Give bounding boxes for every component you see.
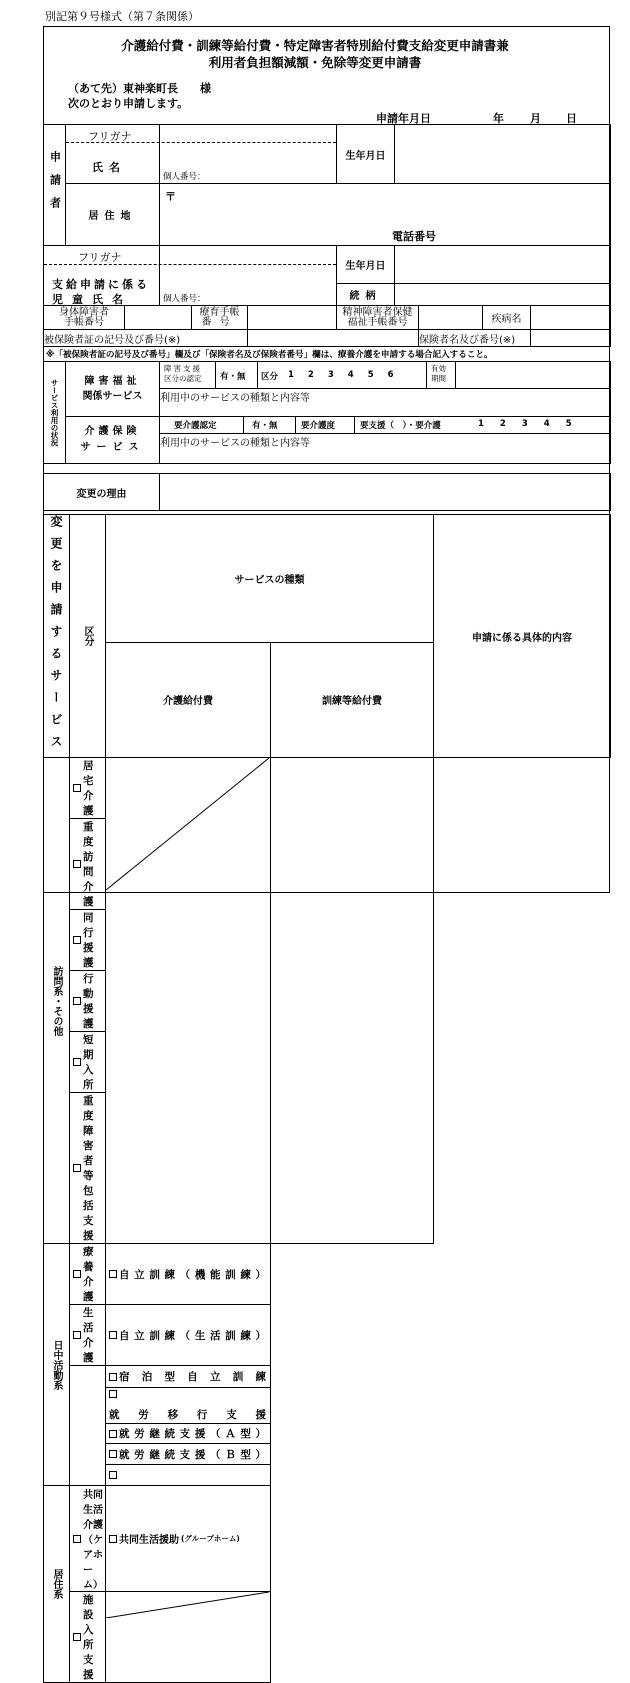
care-level-4[interactable]: 4	[543, 419, 550, 429]
checkbox-icon[interactable]	[73, 997, 81, 1005]
support-level-6[interactable]: 6	[387, 370, 394, 380]
child-name-field[interactable]	[160, 246, 337, 306]
day-training-item-1[interactable]	[106, 1305, 271, 1366]
insurance-service-label: 介護保険 サービス	[66, 417, 160, 464]
day-training-item-5-label: 就労継続支援（Ａ型）	[119, 1428, 266, 1440]
checkbox-icon[interactable]	[109, 1373, 117, 1381]
welfare-in-use-field[interactable]: 利用中のサービスの種類と内容等	[160, 389, 611, 417]
day-care-empty	[70, 1366, 106, 1486]
day-training-item-0[interactable]	[106, 1244, 271, 1305]
day-care-item-1[interactable]	[70, 1305, 106, 1366]
addressee: （あて先）東神楽町長 様	[68, 82, 211, 95]
form-title-line2: 利用者負担額減額・免除等変更申請書	[208, 55, 422, 70]
date-year: 年	[493, 112, 504, 125]
rehab-cert-field[interactable]	[248, 306, 337, 330]
visit-item-3-label: 行動援護	[83, 973, 94, 1030]
applicant-section-label: 申請者	[44, 125, 66, 246]
checkbox-icon[interactable]	[73, 784, 81, 792]
day-training-item-5[interactable]	[106, 1424, 271, 1444]
checkbox-icon[interactable]	[109, 1535, 117, 1543]
not-applicable-slash	[106, 758, 269, 890]
physical-cert-field[interactable]	[125, 306, 192, 330]
day-training-item-4-label: 就労移行支援	[109, 1408, 266, 1421]
living-care-item-0[interactable]	[70, 1486, 106, 1592]
day-training-item-3[interactable]	[106, 1388, 271, 1424]
visit-item-5[interactable]	[70, 1093, 106, 1244]
checkbox-icon[interactable]	[73, 860, 81, 868]
insurance-in-use-field[interactable]: 利用中のサービスの種類と内容等	[160, 434, 611, 464]
mental-cert-label: 精神障害者保健 福祉手帳番号	[337, 306, 419, 330]
applicant-furigana-divider	[66, 142, 336, 143]
disease-field[interactable]	[531, 306, 611, 330]
day-care-item-1-label: 生活介護	[83, 1307, 94, 1364]
applicant-phone-label: 電話番号	[392, 230, 436, 243]
living-care-item-0-label: 共同生活介護（ケアホーム）	[83, 1490, 103, 1591]
training-benefit-header: 訓練等給付費	[271, 642, 434, 757]
support-levels[interactable]	[288, 370, 408, 380]
checkbox-icon[interactable]	[109, 1331, 117, 1339]
visit-item-0-label: 居宅介護	[83, 760, 94, 817]
checkbox-icon[interactable]	[73, 1058, 81, 1066]
service-types-header: サービスの種類	[106, 515, 434, 643]
checkbox-icon[interactable]	[73, 1164, 81, 1172]
care-yes-no[interactable]: 有・無	[252, 421, 278, 431]
visit-group-label: 訪問系・その他	[44, 758, 70, 1244]
intro-text: 次のとおり申請します。	[68, 97, 189, 110]
living-care-item-1-label: 施設入所支援	[83, 1594, 94, 1681]
category-header: 区分	[70, 515, 106, 758]
checkbox-icon[interactable]	[109, 1430, 117, 1438]
child-birthdate-label: 生年月日	[337, 246, 395, 284]
support-level-2[interactable]: 2	[307, 370, 314, 380]
day-training-item-1-label: 自立訓練（生活訓練）	[119, 1329, 266, 1342]
child-furigana-divider	[44, 264, 336, 265]
applicant-birthdate-label: 生年月日	[337, 125, 395, 184]
child-furigana-label: フリガナ	[78, 251, 122, 264]
certificates-table	[43, 305, 611, 347]
applicant-address-label: 居住地	[66, 184, 160, 246]
child-personal-number-label: 個人番号：	[163, 294, 206, 304]
disease-label: 疾病名	[483, 306, 531, 330]
postal-mark: 〒	[165, 190, 176, 203]
service-status-side-label: サービス利用の状況	[44, 362, 66, 464]
living-care-item-1[interactable]	[70, 1592, 106, 1683]
care-level-2[interactable]: 2	[499, 419, 506, 429]
checkbox-icon[interactable]	[73, 1633, 81, 1641]
visit-item-0[interactable]	[70, 758, 106, 819]
visit-item-4-label: 短期入所	[83, 1034, 94, 1091]
visit-item-2[interactable]	[70, 910, 106, 971]
application-date-label: 申請年月日	[376, 112, 431, 125]
child-relation-field[interactable]	[395, 284, 611, 306]
visit-item-3[interactable]	[70, 971, 106, 1032]
living-training-sub-label: (グループホーム)	[181, 1534, 240, 1543]
support-level-1[interactable]: 1	[288, 370, 294, 380]
date-month: 月	[530, 112, 541, 125]
care-levels[interactable]	[478, 419, 588, 429]
not-applicable-slash-2	[106, 1592, 269, 1618]
day-training-item-0-label: 自立訓練（機能訓練）	[119, 1268, 266, 1281]
checkbox-icon[interactable]	[109, 1471, 117, 1479]
care-level-3[interactable]: 3	[521, 419, 528, 429]
visit-item-1-label: 重度訪問介護	[83, 821, 94, 908]
change-service-side-label: 変更を申請するサービス	[44, 515, 70, 758]
checkbox-icon[interactable]	[73, 1535, 81, 1543]
support-category-label: 障害支援 区分の認定	[164, 364, 202, 383]
valid-period-label: 有効 期間	[431, 364, 446, 383]
date-day: 日	[566, 112, 577, 125]
checkbox-icon[interactable]	[73, 1331, 81, 1339]
note-text: ※「被保険者証の記号及び番号」欄及び「保険者名及び保険者番号」欄は、療養介護を申請する場合記入すること。	[46, 350, 493, 360]
change-reason-label: 変更の理由	[44, 474, 160, 511]
day-group-label: 日中活動系	[44, 1244, 70, 1486]
applicant-name-label: 氏名	[92, 161, 126, 174]
support-level-5[interactable]: 5	[367, 370, 374, 380]
checkbox-icon[interactable]	[109, 1270, 117, 1278]
child-name-label-line1: 支給申請に係る	[52, 278, 150, 291]
support-category-row	[160, 362, 611, 389]
care-benefit-header: 介護給付費	[106, 642, 271, 757]
care-cert-label: 要介護認定	[174, 421, 217, 431]
support-level-3[interactable]: 3	[327, 370, 334, 380]
day-care-item-0[interactable]	[70, 1244, 106, 1305]
child-table	[43, 245, 611, 306]
details-header: 申請に係る具体的内容	[434, 515, 611, 758]
care-level-1[interactable]: 1	[478, 419, 484, 429]
day-training-item-2-label: 宿泊型自立訓練	[119, 1371, 266, 1383]
child-name-label-line2: 児童氏名	[52, 293, 132, 306]
form-number-note: 別記第９号様式（第７条関係）	[45, 10, 199, 23]
visit-item-5-label: 重度障害者等包括支援	[83, 1095, 94, 1242]
care-cert-row	[160, 417, 611, 434]
visit-training-empty	[106, 758, 271, 1244]
applicant-personal-number-label: 個人番号：	[163, 172, 206, 182]
support-needed-label: 要支援（ ）・要介護	[360, 421, 441, 431]
checkbox-icon[interactable]	[73, 936, 81, 944]
visit-item-2-label: 同行援護	[83, 912, 94, 969]
insured-number-label: 被保険者証の記号及び番号(※)	[44, 330, 248, 347]
living-training-empty	[106, 1592, 271, 1683]
living-group-label: 居住系	[44, 1486, 70, 1683]
change-service-table	[43, 514, 611, 1683]
living-training-main-label: 共同生活援助	[119, 1535, 179, 1546]
applicant-name-field[interactable]	[160, 125, 337, 184]
details-field[interactable]	[271, 758, 434, 1244]
support-category-word: 区分	[261, 372, 279, 382]
applicant-furigana-label: フリガナ	[88, 130, 132, 143]
care-degree-label: 要介護度	[301, 421, 336, 431]
checkbox-icon[interactable]	[73, 1270, 81, 1278]
child-birthdate-field[interactable]	[395, 246, 611, 284]
day-care-item-0-label: 療養介護	[83, 1246, 94, 1303]
day-training-item-6-label: 就労継続支援（Ｂ型）	[119, 1448, 266, 1461]
service-status-table	[43, 361, 611, 464]
day-training-item-2[interactable]	[106, 1366, 271, 1388]
change-reason-table	[43, 473, 611, 511]
child-relation-label: 続柄	[337, 284, 395, 306]
applicant-address-field[interactable]	[160, 184, 611, 246]
visit-item-1[interactable]	[70, 819, 106, 910]
support-yes-no[interactable]: 有・無	[220, 372, 246, 382]
applicant-birthdate-field[interactable]	[395, 125, 611, 184]
checkbox-icon[interactable]	[109, 1450, 117, 1458]
care-level-5[interactable]: 5	[565, 419, 572, 429]
checkbox-icon[interactable]	[109, 1390, 117, 1398]
insurer-name-label: 保険者名及び番号(※)	[419, 330, 531, 347]
mental-cert-field[interactable]	[419, 306, 483, 330]
child-name-label-cell	[44, 246, 160, 306]
day-training-item-7[interactable]	[106, 1465, 271, 1486]
rehab-cert-label: 療育手帳 番号	[192, 306, 248, 330]
change-reason-field[interactable]	[160, 474, 611, 511]
living-training-item[interactable]	[106, 1486, 271, 1592]
physical-cert-label: 身体障害者 手帳番号	[44, 306, 125, 330]
insurer-name-field[interactable]	[531, 330, 611, 347]
form-title-line1: 介護給付費・訓練等給付費・特定障害者特別給付費支給変更申請書兼	[121, 38, 509, 53]
day-training-item-6[interactable]	[106, 1444, 271, 1465]
insured-number-field[interactable]	[248, 330, 419, 347]
support-level-4[interactable]: 4	[347, 370, 354, 380]
visit-item-4[interactable]	[70, 1032, 106, 1093]
applicant-name-label-cell	[66, 125, 160, 184]
welfare-service-label: 障害福祉 関係サービス	[66, 362, 160, 417]
